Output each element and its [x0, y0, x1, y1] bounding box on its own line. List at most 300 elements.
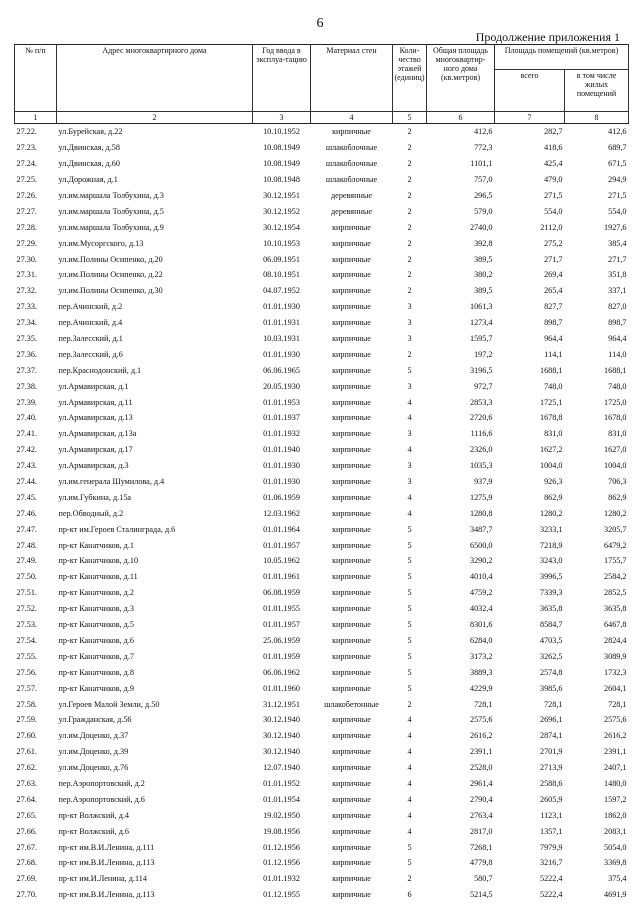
table-row [15, 394, 629, 410]
material-cell: кирпичные [332, 778, 371, 788]
year-cell: 01.01.1930 [263, 302, 300, 312]
floors-cell: 4 [407, 492, 412, 502]
material-cell: кирпичные [332, 540, 371, 550]
total-area-cell: 6500,0 [469, 540, 493, 550]
table-row [15, 760, 629, 776]
premises-area-cell: 1725,1 [539, 397, 563, 407]
page-number: 6 [316, 16, 324, 31]
table-row [15, 346, 629, 362]
address-cell: ул.им.Полины Осипенко, д.20 [58, 254, 163, 264]
table-row [15, 617, 629, 633]
row-number: 27.28. [16, 222, 37, 232]
address-cell: пр-кт Волжский, д.6 [58, 826, 130, 836]
floors-cell: 3 [407, 429, 412, 439]
living-area-cell: 689,7 [608, 143, 627, 153]
column-number: 3 [253, 112, 311, 124]
living-area-cell: 706,3 [608, 477, 627, 487]
total-area-cell: 937,9 [474, 477, 493, 487]
header-material: Материал стен [311, 45, 393, 112]
material-cell: кирпичные [332, 254, 371, 264]
year-cell: 10.03.1931 [263, 334, 300, 344]
living-area-cell: 271,5 [608, 191, 627, 200]
table-row [15, 871, 629, 887]
total-area-cell: 2790,4 [469, 794, 493, 804]
row-number: 27.40. [16, 413, 37, 423]
premises-area-cell: 926,3 [544, 477, 563, 487]
living-area-cell: 2852,5 [604, 588, 627, 598]
material-cell: кирпичные [332, 397, 371, 407]
year-cell: 31.12.1951 [263, 699, 300, 709]
material-cell: кирпичные [332, 445, 371, 455]
total-area-cell: 7268,1 [469, 842, 493, 852]
row-number: 27.54. [16, 635, 37, 645]
address-cell: пр-кт Канатчиков, д.5 [58, 620, 134, 630]
row-number: 27.34. [16, 318, 37, 328]
material-cell: кирпичные [332, 747, 371, 757]
floors-cell: 4 [407, 763, 412, 773]
premises-area-cell: 728,1 [544, 699, 563, 709]
year-cell: 19.08.1956 [263, 826, 300, 836]
floors-cell: 2 [407, 270, 412, 280]
table-row [15, 410, 629, 426]
total-area-cell: 1275,9 [469, 492, 493, 502]
total-area-cell: 1061,3 [469, 302, 493, 312]
table-row [15, 839, 629, 855]
floors-cell: 5 [407, 604, 412, 614]
floors-cell: 3 [407, 381, 412, 391]
row-number: 27.67. [16, 842, 37, 852]
row-number: 27.53. [16, 620, 37, 630]
floors-cell: 5 [407, 620, 412, 630]
table-row [15, 124, 629, 140]
table-row [15, 823, 629, 839]
total-area-cell: 1280,8 [469, 508, 493, 518]
living-area-cell: 6467,8 [604, 620, 627, 630]
table-row [15, 648, 629, 664]
table-row [15, 188, 629, 204]
premises-area-cell: 269,4 [544, 270, 563, 280]
total-area-cell: 2763,4 [469, 810, 493, 820]
material-cell: кирпичные [332, 858, 371, 868]
table-row [15, 807, 629, 823]
material-cell: кирпичные [332, 763, 371, 773]
address-cell: ул.Армавирская, д.13 [58, 413, 133, 423]
material-cell: кирпичные [332, 651, 371, 661]
table-row [15, 776, 629, 792]
row-number: 27.29. [16, 238, 37, 248]
floors-cell: 2 [407, 206, 412, 216]
material-cell: кирпичные [332, 508, 371, 518]
living-area-cell: 294,9 [608, 175, 627, 185]
address-cell: пер.Аэропортовский, д.6 [58, 794, 145, 804]
row-number: 27.61. [16, 747, 37, 757]
row-number: 27.69. [16, 874, 37, 884]
material-cell: кирпичные [332, 318, 371, 328]
material-cell: кирпичные [332, 810, 371, 820]
material-cell: кирпичные [332, 715, 371, 725]
living-area-cell: 351,8 [608, 270, 627, 280]
living-area-cell: 1755,7 [604, 556, 627, 566]
table-row [15, 362, 629, 378]
total-area-cell: 2740,0 [469, 222, 493, 232]
material-cell: кирпичные [332, 413, 371, 423]
row-number: 27.45. [16, 492, 37, 502]
floors-cell: 5 [407, 572, 412, 582]
row-number: 27.62. [16, 763, 37, 773]
floors-cell: 6 [407, 890, 412, 900]
premises-area-cell: 3635,8 [539, 604, 563, 614]
address-cell: ул.им.Доценко, д.39 [58, 747, 129, 757]
year-cell: 01.01.1940 [263, 445, 300, 455]
material-cell: кирпичные [332, 842, 371, 852]
table-row [15, 521, 629, 537]
column-number: 8 [565, 112, 629, 124]
row-number: 27.48. [16, 540, 37, 550]
premises-area-cell: 2588,6 [539, 778, 563, 788]
year-cell: 01.12.1956 [263, 858, 300, 868]
premises-area-cell: 1678,8 [539, 413, 563, 423]
address-cell: ул.Армавирская, д.11 [58, 397, 133, 407]
table-row [15, 331, 629, 347]
premises-area-cell: 271,5 [544, 191, 563, 200]
material-cell: кирпичные [332, 461, 371, 471]
living-area-cell: 2604,1 [604, 683, 627, 693]
premises-area-cell: 5222,4 [539, 874, 563, 884]
floors-cell: 5 [407, 588, 412, 598]
header-living: в том числе жилых помещений [565, 70, 629, 112]
premises-area-cell: 8584,7 [539, 620, 563, 630]
material-cell: шлакоблочные [325, 143, 378, 153]
year-cell: 01.01.1953 [263, 397, 300, 407]
table-row [15, 791, 629, 807]
living-area-cell: 898,7 [608, 318, 627, 328]
premises-area-cell: 3996,5 [539, 572, 563, 582]
living-area-cell: 2391,1 [604, 747, 627, 757]
living-area-cell: 5054,0 [604, 842, 627, 852]
table-row [15, 664, 629, 680]
total-area-cell: 1273,4 [469, 318, 493, 328]
year-cell: 12.03.1962 [263, 508, 300, 518]
year-cell: 10.10.1953 [263, 238, 300, 248]
year-cell: 12.07.1940 [263, 763, 300, 773]
total-area-cell: 3290,2 [469, 556, 493, 566]
row-number: 27.56. [16, 667, 37, 677]
total-area-cell: 3196,5 [469, 365, 493, 375]
address-cell: пер.Аэропортовский, д.2 [58, 778, 145, 788]
living-area-cell: 1725,0 [604, 397, 627, 407]
address-cell: пр-кт Канатчиков, д.8 [58, 667, 134, 677]
living-area-cell: 337,1 [608, 286, 627, 296]
row-number: 27.30. [16, 254, 37, 264]
living-area-cell: 385,4 [608, 238, 627, 248]
row-number: 27.63. [16, 778, 37, 788]
table-row [15, 172, 629, 188]
premises-area-cell: 831,0 [544, 429, 563, 439]
premises-area-cell: 275,2 [544, 238, 563, 248]
material-cell: кирпичные [332, 302, 371, 312]
table-row [15, 505, 629, 521]
row-number: 27.68. [16, 858, 37, 868]
row-number: 27.37. [16, 365, 37, 375]
premises-area-cell: 2605,9 [539, 794, 563, 804]
address-cell: пр-кт Канатчиков, д.1 [58, 540, 134, 550]
address-cell: ул.им.Полины Осипенко, д.30 [58, 286, 163, 296]
total-area-cell: 4229,9 [469, 683, 493, 693]
total-area-cell: 1116,6 [470, 429, 493, 439]
row-number: 27.39. [16, 397, 37, 407]
row-number: 27.43. [16, 461, 37, 471]
living-area-cell: 748,0 [608, 381, 627, 391]
material-cell: кирпичные [332, 286, 371, 296]
floors-cell: 4 [407, 778, 412, 788]
total-area-cell: 757,0 [474, 175, 493, 185]
table-row [15, 140, 629, 156]
year-cell: 01.06.1959 [263, 492, 300, 502]
year-cell: 01.01.1931 [263, 318, 300, 328]
total-area-cell: 1035,3 [469, 461, 493, 471]
living-area-cell: 1004,0 [604, 461, 627, 471]
table-row [15, 553, 629, 569]
total-area-cell: 4010,4 [469, 572, 493, 582]
floors-cell: 4 [407, 413, 412, 423]
floors-cell: 5 [407, 365, 412, 375]
living-area-cell: 2407,1 [604, 763, 627, 773]
premises-area-cell: 271,7 [544, 254, 563, 264]
material-cell: кирпичные [332, 477, 371, 487]
address-cell: ул.им.Доценко, д.76 [58, 763, 129, 773]
material-cell: кирпичные [332, 826, 371, 836]
header-year: Год ввода в эксплуа-тацию [253, 45, 311, 112]
living-area-cell: 2584,2 [604, 572, 627, 582]
premises-area-cell: 3262,5 [539, 651, 563, 661]
header-address: Адрес многоквартирного дома [57, 45, 253, 112]
year-cell: 01.01.1932 [263, 874, 300, 884]
address-cell: пер.Краснодонский, д.1 [58, 365, 142, 375]
address-cell: пер.Ачинский, д.2 [58, 302, 123, 312]
row-number: 27.25. [16, 175, 37, 185]
material-cell: кирпичные [332, 874, 371, 884]
address-cell: ул.им.Губкина, д.15а [58, 492, 132, 502]
living-area-cell: 3635,8 [604, 604, 627, 614]
living-area-cell: 1688,1 [604, 365, 627, 375]
floors-cell: 4 [407, 747, 412, 757]
premises-area-cell: 827,7 [544, 302, 563, 312]
premises-area-cell: 964,4 [544, 334, 563, 344]
year-cell: 06.06.1962 [263, 667, 300, 677]
premises-area-cell: 1627,2 [539, 445, 563, 455]
material-cell: кирпичные [332, 731, 371, 741]
material-cell: кирпичные [332, 222, 371, 232]
year-cell: 30.12.1952 [263, 206, 300, 216]
floors-cell: 3 [407, 302, 412, 312]
header-num: № п/п [15, 45, 57, 112]
row-number: 27.64. [16, 794, 37, 804]
premises-area-cell: 425,4 [544, 159, 563, 169]
living-area-cell: 827,0 [608, 302, 627, 312]
floors-cell: 4 [407, 397, 412, 407]
floors-cell: 5 [407, 842, 412, 852]
floors-cell: 5 [407, 556, 412, 566]
material-cell: кирпичные [332, 429, 371, 439]
floors-cell: 4 [407, 826, 412, 836]
column-number: 7 [495, 112, 565, 124]
living-area-cell: 554,0 [608, 206, 627, 216]
total-area-cell: 2817,0 [469, 826, 493, 836]
floors-cell: 2 [407, 254, 412, 264]
premises-area-cell: 3233,1 [539, 524, 563, 534]
address-cell: ул.Армавирская, д.1 [58, 381, 129, 391]
table-row [15, 378, 629, 394]
material-cell: шлакоблочные [325, 159, 378, 169]
material-cell: кирпичные [332, 683, 371, 693]
address-cell: ул.им.маршала Толбухина, д.9 [58, 222, 164, 232]
living-area-cell: 375,4 [608, 874, 627, 884]
table-row [15, 299, 629, 315]
table-row [15, 474, 629, 490]
table-row [15, 633, 629, 649]
address-cell: пр-кт Канатчиков, д.11 [58, 572, 138, 582]
address-cell: ул.Армавирская, д.13а [58, 429, 137, 439]
living-area-cell: 2083,1 [604, 826, 627, 836]
table-row [15, 601, 629, 617]
premises-area-cell: 3216,7 [539, 858, 563, 868]
material-cell: кирпичные [332, 524, 371, 534]
living-area-cell: 1597,2 [604, 794, 627, 804]
year-cell: 01.01.1954 [263, 794, 300, 804]
year-cell: 01.01.1960 [263, 683, 300, 693]
row-number: 27.55. [16, 651, 37, 661]
year-cell: 01.12.1955 [263, 890, 300, 900]
year-cell: 01.01.1952 [263, 778, 300, 788]
floors-cell: 4 [407, 810, 412, 820]
year-cell: 30.12.1951 [263, 191, 300, 200]
address-cell: ул.им.Полины Осипенко, д.22 [58, 270, 163, 280]
total-area-cell: 5214,5 [469, 890, 493, 900]
premises-area-cell: 1123,1 [540, 810, 563, 820]
address-cell: пр-кт им.Героев Сталинграда, д.6 [58, 524, 176, 534]
floors-cell: 5 [407, 651, 412, 661]
living-area-cell: 728,1 [608, 699, 627, 709]
floors-cell: 4 [407, 794, 412, 804]
table-row [15, 156, 629, 172]
header-premises-area: Площадь помещений (кв.метров) [495, 45, 629, 70]
floors-cell: 2 [407, 159, 412, 169]
material-cell: кирпичные [332, 794, 371, 804]
address-cell: пер.Ачинский, д.4 [58, 318, 123, 328]
address-cell: пр-кт Канатчиков, д.3 [58, 604, 134, 614]
living-area-cell: 1678,0 [604, 413, 627, 423]
living-area-cell: 3369,8 [604, 858, 627, 868]
continuation-note: Продолжение приложения 1 [475, 30, 620, 44]
floors-cell: 3 [407, 334, 412, 344]
material-cell: шлакоблочные [325, 175, 378, 185]
premises-area-cell: 1357,1 [539, 826, 563, 836]
row-number: 27.41. [16, 429, 37, 439]
year-cell: 30.12.1940 [263, 715, 300, 725]
living-area-cell: 2575,6 [604, 715, 627, 725]
total-area-cell: 380,2 [474, 270, 493, 280]
total-area-cell: 728,1 [474, 699, 493, 709]
premises-area-cell: 4703,5 [539, 635, 563, 645]
row-number: 27.32. [16, 286, 37, 296]
row-number: 27.60. [16, 731, 37, 741]
row-number: 27.33. [16, 302, 37, 312]
table-row [15, 219, 629, 235]
premises-area-cell: 2701,9 [539, 747, 563, 757]
living-area-cell: 4691,9 [604, 890, 627, 900]
row-number: 27.35. [16, 334, 37, 344]
address-cell: пр-кт Канатчиков, д.9 [58, 683, 134, 693]
address-cell: ул.Двинская, д.58 [58, 143, 120, 153]
table-row [15, 855, 629, 871]
material-cell: кирпичные [332, 365, 371, 375]
total-area-cell: 2853,3 [469, 397, 493, 407]
year-cell: 01.01.1930 [263, 349, 300, 359]
living-area-cell: 3205,7 [604, 524, 627, 534]
year-cell: 10.08.1948 [263, 175, 300, 185]
address-cell: ул.Армавирская, д.3 [58, 461, 129, 471]
floors-cell: 5 [407, 524, 412, 534]
header-floors: Коли-чество этажей (единиц) [393, 45, 427, 112]
row-number: 27.46. [16, 508, 37, 518]
floors-cell: 2 [407, 222, 412, 232]
floors-cell: 5 [407, 858, 412, 868]
total-area-cell: 972,7 [474, 381, 493, 391]
floors-cell: 3 [407, 318, 412, 328]
row-number: 27.27. [16, 206, 37, 216]
address-cell: ул.Дорожная, д.1 [58, 175, 118, 185]
address-cell: ул.им.маршала Толбухина, д.3 [58, 191, 164, 200]
year-cell: 01.01.1932 [263, 429, 300, 439]
floors-cell: 4 [407, 715, 412, 725]
year-cell: 10.10.1952 [263, 127, 300, 137]
floors-cell: 2 [407, 143, 412, 153]
premises-area-cell: 2874,1 [539, 731, 563, 741]
total-area-cell: 8301,6 [469, 620, 493, 630]
premises-area-cell: 2713,9 [539, 763, 563, 773]
total-area-cell: 772,3 [474, 143, 493, 153]
table-row [15, 203, 629, 219]
table-row [15, 680, 629, 696]
total-area-cell: 579,0 [474, 206, 493, 216]
living-area-cell: 1862,0 [604, 810, 627, 820]
year-cell: 01.01.1964 [263, 524, 300, 534]
floors-cell: 2 [407, 699, 412, 709]
year-cell: 30.12.1940 [263, 747, 300, 757]
total-area-cell: 1101,1 [470, 159, 493, 169]
total-area-cell: 389,5 [474, 254, 493, 264]
premises-area-cell: 7979,9 [539, 842, 563, 852]
floors-cell: 4 [407, 731, 412, 741]
material-cell: кирпичные [332, 556, 371, 566]
row-number: 27.50. [16, 572, 37, 582]
year-cell: 01.01.1930 [263, 461, 300, 471]
address-cell: пр-кт им.В.И.Ленина, д.113 [58, 858, 155, 868]
premises-area-cell: 862,9 [544, 492, 563, 502]
table-row [15, 458, 629, 474]
premises-area-cell: 3985,6 [539, 683, 563, 693]
year-cell: 25.06.1959 [263, 635, 300, 645]
row-number: 27.58. [16, 699, 37, 709]
year-cell: 08.10.1951 [263, 270, 300, 280]
material-cell: кирпичные [332, 270, 371, 280]
premises-area-cell: 418,6 [544, 143, 563, 153]
total-area-cell: 392,8 [474, 238, 493, 248]
living-area-cell: 2616,2 [604, 731, 627, 741]
floors-cell: 2 [407, 238, 412, 248]
row-number: 27.23. [16, 143, 37, 153]
floors-cell: 2 [407, 349, 412, 359]
